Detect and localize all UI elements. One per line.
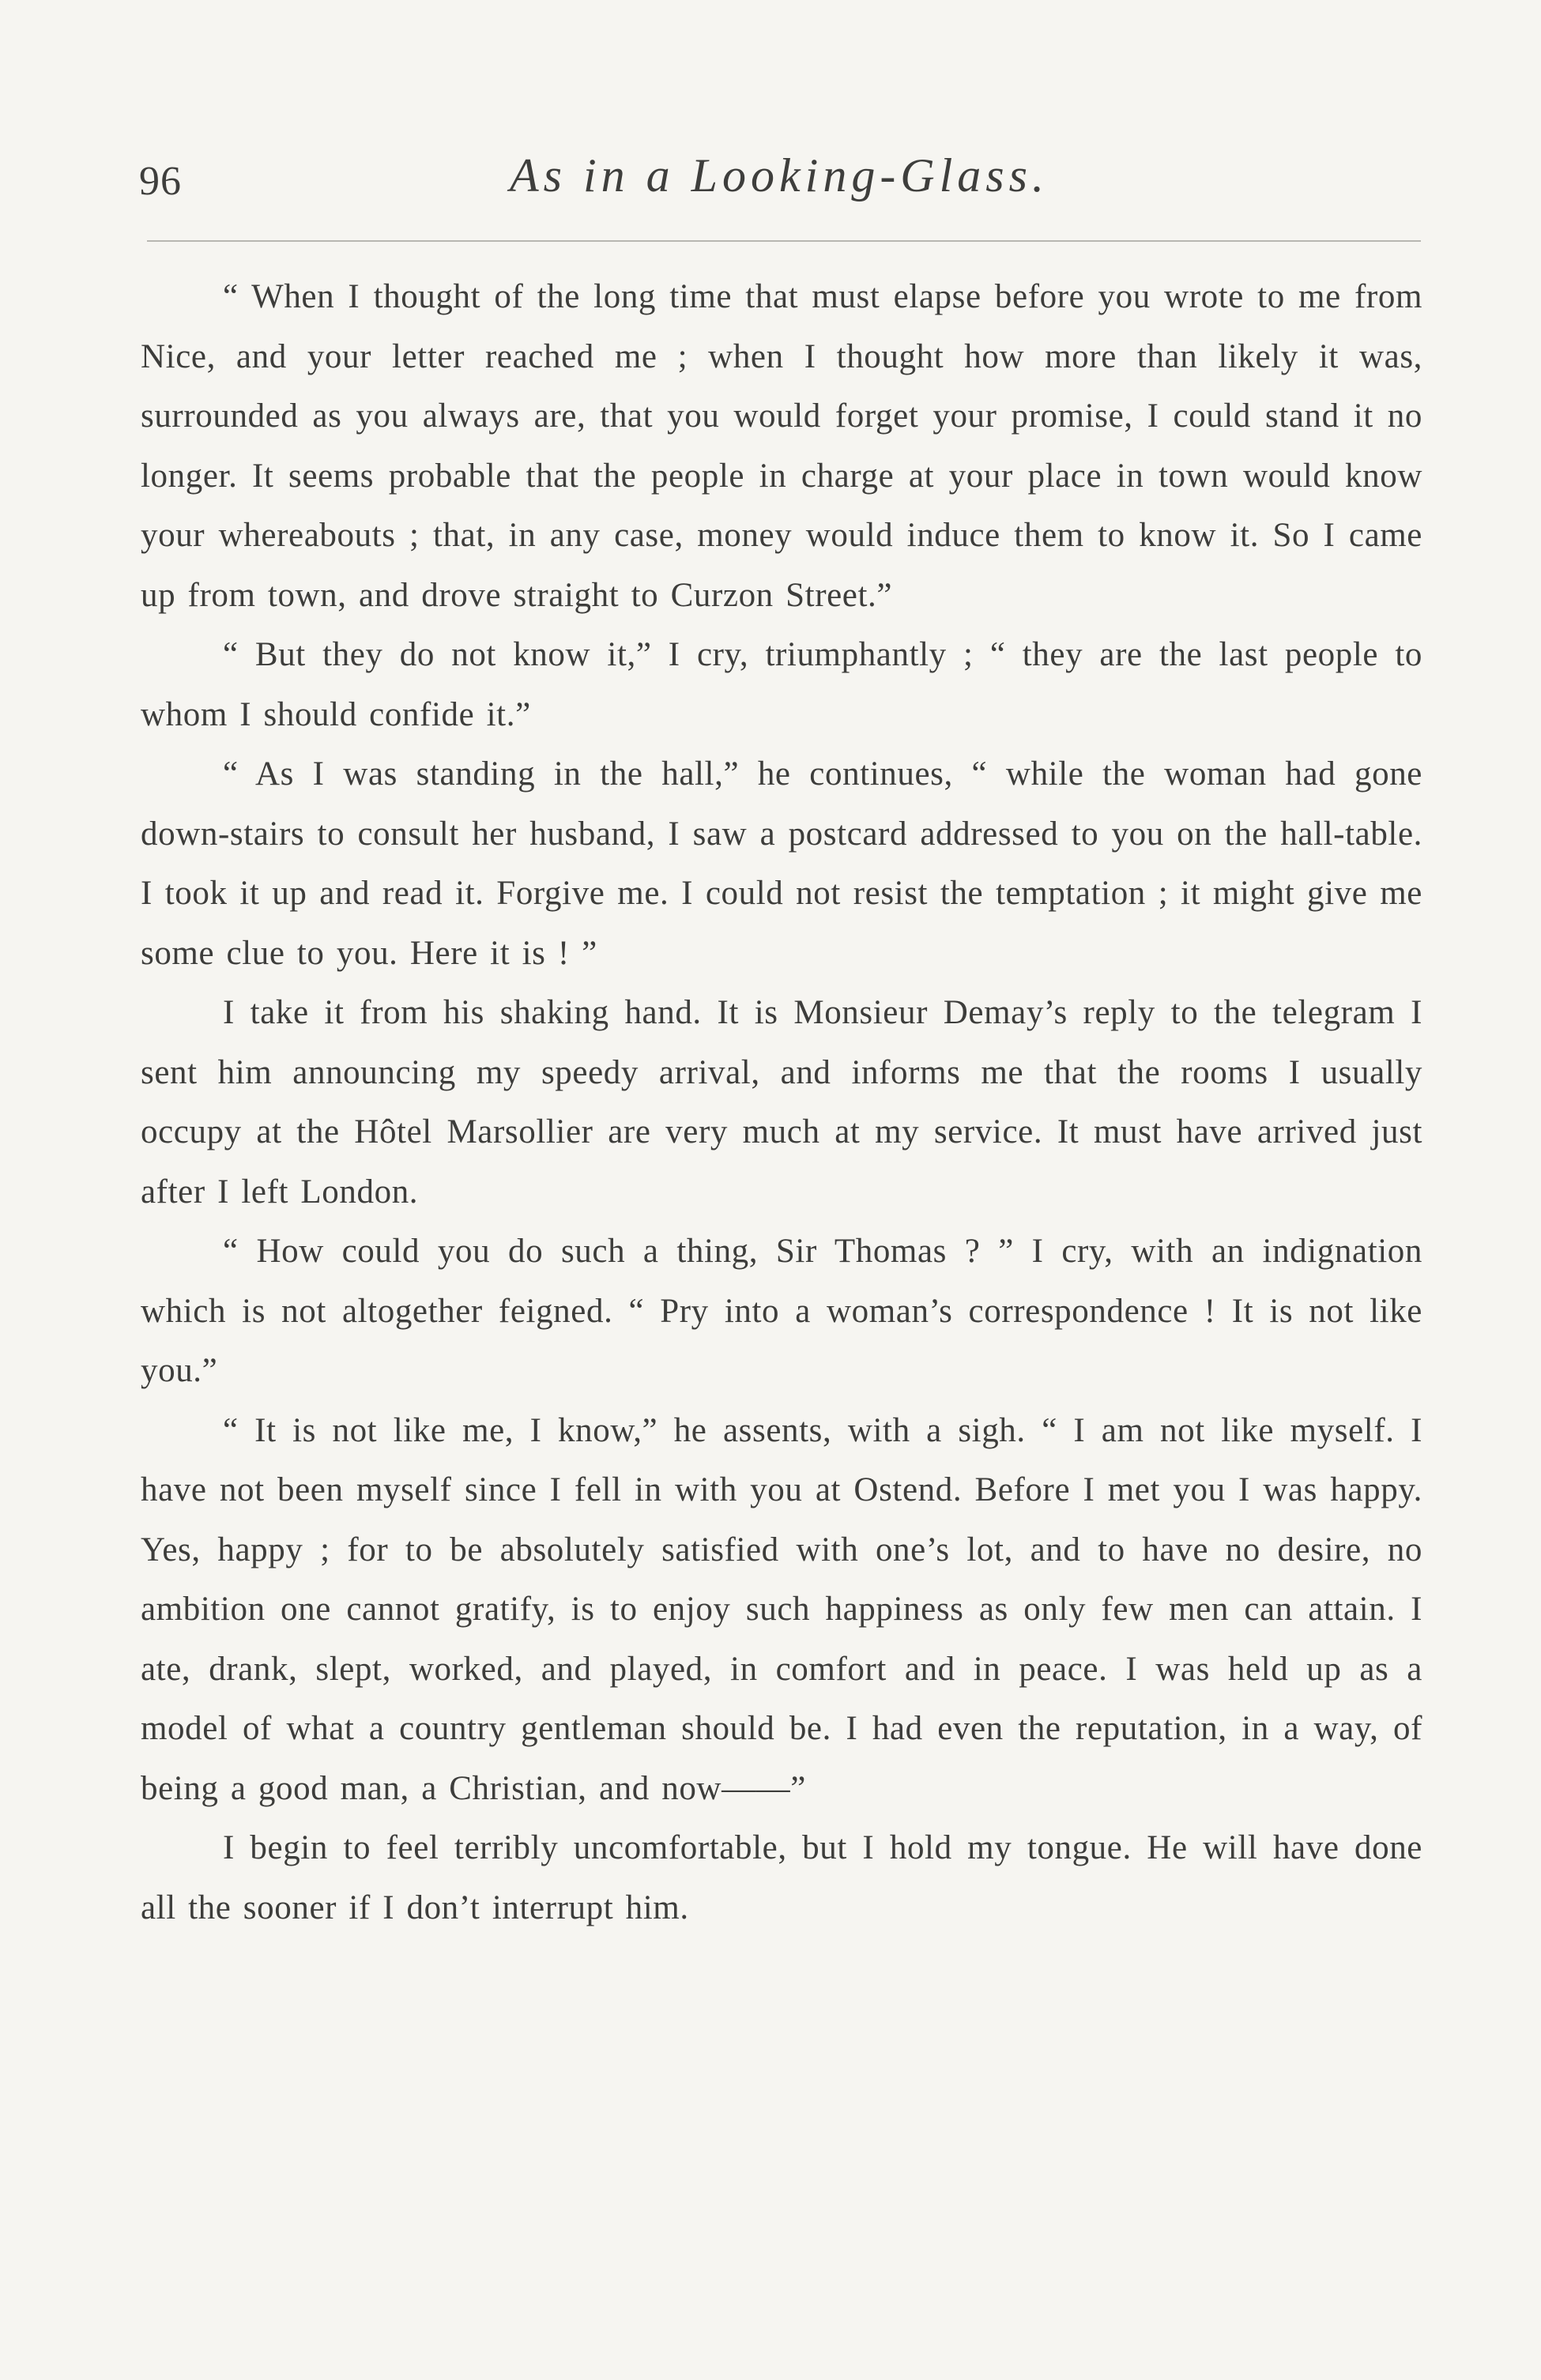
- running-title: As in a Looking-Glass.: [509, 149, 1049, 201]
- paragraph: I begin to feel terribly uncomfortable, but I hold my tongue. He will have done all the sooner if I don’t interrupt him.: [141, 1829, 1422, 1926]
- paragraph: I take it from his shaking hand. It is Monsieur Demay’s reply to the telegram I sent him announcing my speedy arrival, and informs me that the rooms I usually occupy at the Hôtel Marsollier are very much at my service. It must have arrived just after I left London.: [141, 994, 1422, 1211]
- paragraph: “ How could you do such a thing, Sir Thomas ? ” I cry, with an indignation which is not altogether feigned. “ Pry into a woman’s correspondence ! It is not like you.”: [141, 1233, 1422, 1389]
- paragraph: “ It is not like me, I know,” he assents, with a sigh. “ I am not like myself. I have not been myself since I fell in with you at Ostend. Before I met you I was happy. Yes, happy ; for to be absolutely satisfied with one’s lot, and to have no desire, no ambition one cannot gratify, is to enjoy such happiness as only few men can attain. I ate, drank, slept, worked, and played, in comfort and in peace. I was held up as a model of what a country gentleman should be. I had even the reputation, in a way, of being a good man, a Christian, and now——”: [141, 1411, 1422, 1807]
- paragraph: “ But they do not know it,” I cry, triumphantly ; “ they are the last people to whom I should confide it.”: [141, 636, 1422, 733]
- paragraph: “ As I was standing in the hall,” he continues, “ while the woman had gone down-stairs to consult her husband, I saw a postcard addressed to you on the hall-table. I took it up and read it. Forgive me. I could not resist the temptation ; it might give me some clue to you. Here it is ! ”: [141, 755, 1422, 972]
- paragraph: “ When I thought of the long time that must elapse before you wrote to me from Nice, and your letter reached me ; when I thought how more than likely it was, surrounded as you always are, that you would forget your promise, I could stand it no longer. It seems probable that the people in charge at your place in town would know your whereabouts ; that, in any case, money would induce them to know it. So I came up from town, and drove straight to Curzon Street.”: [141, 278, 1422, 614]
- page-number: 96: [139, 159, 182, 204]
- header-rule: [147, 240, 1421, 242]
- body-text: [141, 267, 1422, 1938]
- running-head: [139, 149, 1419, 220]
